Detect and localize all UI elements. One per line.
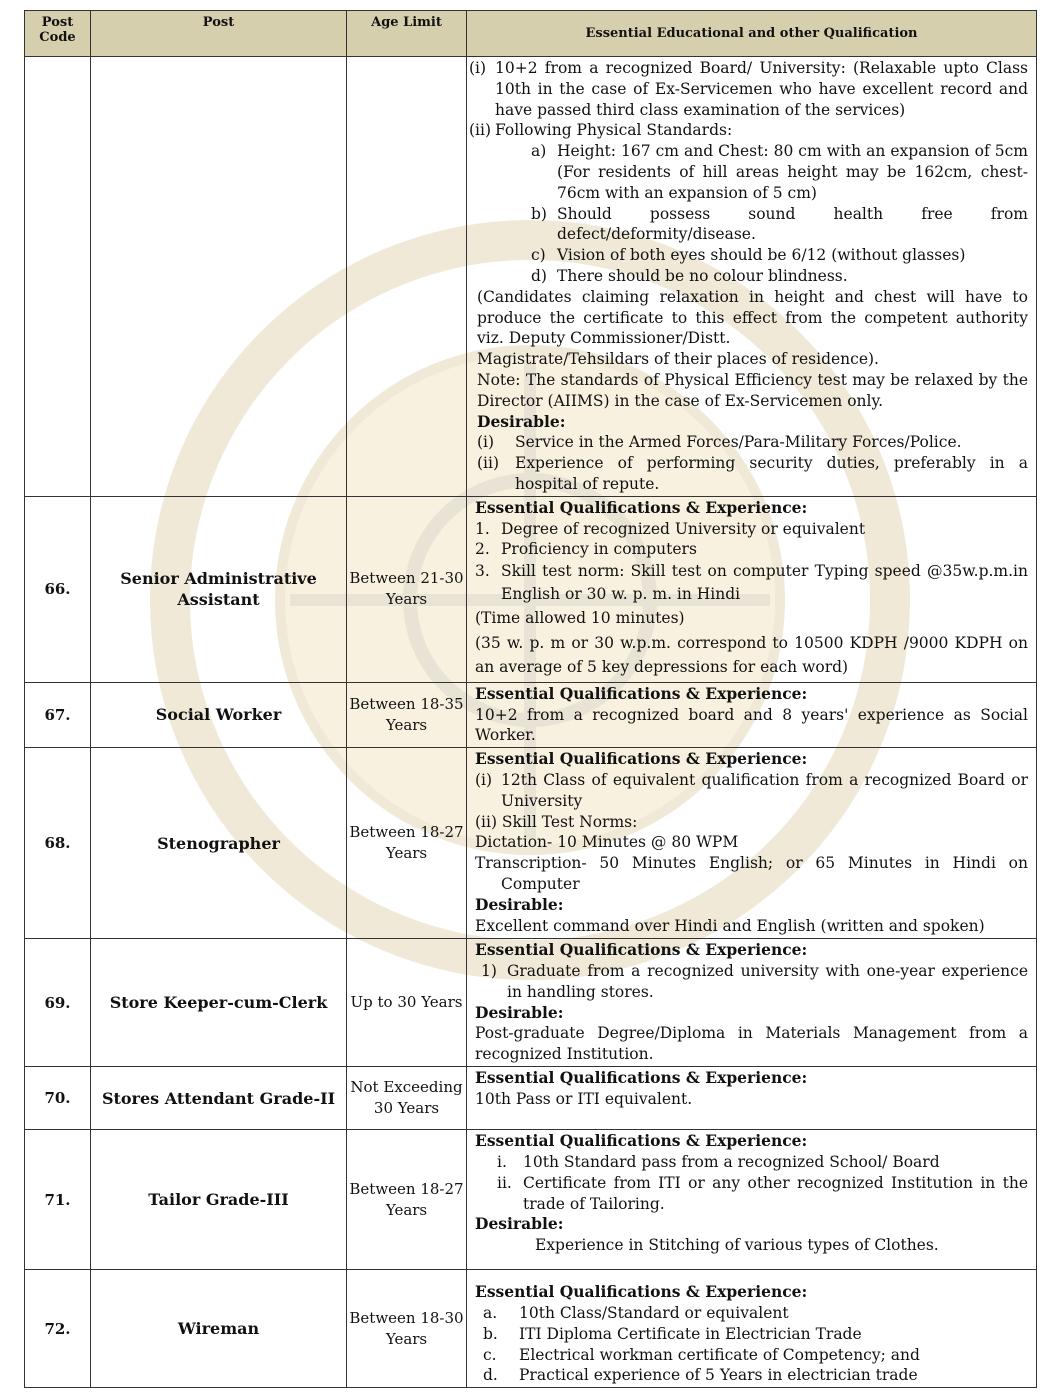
age-limit: Not Exceeding 30 Years (347, 1067, 467, 1130)
post-code: 68. (25, 748, 91, 939)
qual-text: Skill test norm: Skill test on computer Typing speed @35w.p.m.in English or 30 w. p. m. in Hindi (501, 562, 1028, 604)
desirable-label: Desirable: (475, 1214, 564, 1234)
table-row (25, 1067, 1037, 1130)
age-limit: Between 21-30 Years (347, 496, 467, 682)
qual-text: Height: 167 cm and Chest: 80 cm with an expansion of 5cm (For residents of hill areas height may be 162cm, chest-76cm with an expansion of 5 cm) (557, 142, 1028, 202)
age-limit: Between 18-27 Years (347, 1130, 467, 1270)
header-row (25, 11, 1037, 57)
qualification-cell: Essential Qualifications & Experience: 1. Degree of recognized University or equivalent 2. Proficiency in computers 3. Skill test norm: Skill test on computer Typing speed @35w.p.m.in English or 30 w. p. m. in Hindi (Time allowed 10 minutes) (35 w. p. m or 30 w.p.m. correspond to 10500 KDPH /9000 KDPH on an average of 5 key depressions for each word) (467, 496, 1037, 682)
desirable-label: Desirable: (475, 894, 564, 914)
qual-text: Experience of performing security duties, preferably in a hospital of repute. (515, 454, 1028, 493)
qualification-cell: Essential Qualifications & Experience: i. 10th Standard pass from a recognized School/ Board ii. Certificate from ITI or any other recognized Institution in the trade of Tailoring. Desirable: Experience in Stitching of various types of Clothes. (467, 1130, 1037, 1270)
post-name: Stores Attendant Grade-II (91, 1067, 347, 1130)
table-row (25, 57, 1037, 497)
qual-text: 12th Class of equivalent qualification from a recognized Board or University (501, 770, 1028, 810)
qual-text: 10th Class/Standard or equivalent (519, 1303, 789, 1322)
qual-text: (Time allowed 10 minutes) (475, 609, 685, 628)
post-code: 66. (25, 496, 91, 682)
qualification-cell (467, 682, 1037, 747)
qualification-table (24, 10, 1037, 1388)
qual-text: Dictation- 10 Minutes @ 80 WPM (475, 833, 739, 852)
desirable-label: Desirable: (475, 1002, 564, 1022)
qual-text: Transcription- 50 Minutes English; or 65 Minutes in Hindi on Computer (475, 854, 1028, 893)
post-code: 67. (25, 682, 91, 747)
qual-heading: Essential Qualifications & Experience: (475, 1131, 808, 1151)
qual-text: There should be no colour blindness. (557, 266, 848, 285)
qual-text: Service in the Armed Forces/Para-Military Forces/Police. (515, 433, 962, 452)
post-name: Wireman (91, 1270, 347, 1388)
qual-text: 10+2 from a recognized Board/ University: (Relaxable upto Class 10th in the case of Ex-Servicemen who have excellent record and have passed third class examination of the services) (495, 59, 1028, 119)
post-code: 71. (25, 1130, 91, 1270)
qual-text: Should possess sound health free from defect/deformity/disease. (557, 204, 1028, 244)
qual-text: 10th Standard pass from a recognized School/ Board (523, 1152, 940, 1171)
header-qualification: Essential Educational and other Qualification (467, 11, 1037, 57)
post-name: Stenographer (91, 748, 347, 939)
desirable-label: Desirable: (477, 411, 566, 431)
qual-text: 10th Pass or ITI equivalent. (475, 1089, 693, 1108)
table-row (25, 1270, 1037, 1388)
qual-heading: Essential Qualifications & Experience: (475, 683, 808, 703)
post-code: 70. (25, 1067, 91, 1130)
qual-text: Graduate from a recognized university with one-year experience in handling stores. (507, 961, 1028, 1001)
qual-heading: Essential Qualifications & Experience: (475, 749, 808, 769)
qualification-cell: (i) 10+2 from a recognized Board/ University: (Relaxable upto Class 10th in the case of Ex-Servicemen who have excellent record and have passed third class examination of the services) (ii) Following Physical Standards: a) Height: 167 cm and Chest: 80 cm with an expansion of 5cm (For residents of hill areas height may be 162cm, chest-76cm with an expansion of 5 cm) b) Should possess sound health free from defect/deformity/disease. c) Vision of both eyes should be 6/12 (without glasses) d) There should be no colour blindness. (Candidates claiming relaxation in height and chest will have to produce the certificate to this effect from the competent authority viz. Deputy Commissioner/Distt. Magistrate/Tehsildars of their places of residence). Note: The standards of Physical Efficiency test may be relaxed by the Director (AIIMS) in the case of Ex-Servicemen only. Desirable: (i) Service in the Armed Forces/Para-Military Forces/Police. (ii) Experience of performing security duties, preferably in a hospital of repute. (467, 57, 1037, 497)
header-post-code: Post Code (25, 11, 91, 57)
table-row (25, 748, 1037, 939)
qualification-cell: Essential Qualifications & Experience: (i) 12th Class of equivalent qualification from a recognized Board or University (ii) Skill Test Norms: Dictation- 10 Minutes @ 80 WPM Transcription- 50 Minutes English; or 65 Minutes in Hindi on Computer Desirable: Excellent command over Hindi and English (written and spoken) (467, 748, 1037, 939)
qual-text: (ii) Skill Test Norms: (475, 812, 638, 831)
qual-text: Post-graduate Degree/Diploma in Materials Management from a recognized Institution. (475, 1024, 1028, 1064)
table-row (25, 496, 1037, 682)
qual-text: (35 w. p. m or 30 w.p.m. correspond to 10500 KDPH /9000 KDPH on an average of 5 key depressions for each word) (475, 634, 1028, 677)
qual-text: Degree of recognized University or equivalent (501, 519, 866, 538)
post-name: Tailor Grade-III (91, 1130, 347, 1270)
post-code: 69. (25, 939, 91, 1067)
header-post: Post (91, 11, 347, 57)
qual-text: (Candidates claiming relaxation in height and chest will have to produce the certificate to this effect from the competent authority viz. Deputy Commissioner/Distt. (477, 287, 1028, 348)
qual-text: Practical experience of 5 Years in electrician trade (519, 1366, 918, 1385)
qual-heading: Essential Qualifications & Experience: (475, 497, 808, 517)
qual-text: Note: The standards of Physical Efficiency test may be relaxed by the Director (AIIMS) in the case of Ex-Servicemen only. (477, 370, 1028, 410)
table-row (25, 1130, 1037, 1270)
qual-heading: Essential Qualifications & Experience: (475, 1068, 808, 1088)
qual-text: Electrical workman certificate of Competency; and (519, 1345, 920, 1364)
qual-text: Excellent command over Hindi and English (written and spoken) (475, 916, 985, 935)
qual-text: Proficiency in computers (501, 540, 697, 559)
table-row (25, 939, 1037, 1067)
age-limit: Between 18-30 Years (347, 1270, 467, 1388)
header-age-limit: Age Limit (347, 11, 467, 57)
post-name: Store Keeper-cum-Clerk (91, 939, 347, 1067)
age-limit: Up to 30 Years (347, 939, 467, 1067)
qual-text: ITI Diploma Certificate in Electrician Trade (519, 1324, 862, 1343)
qual-text: Vision of both eyes should be 6/12 (without glasses) (557, 246, 966, 265)
age-limit: Between 18-35 Years (347, 682, 467, 747)
post-name: Senior Administrative Assistant (91, 496, 347, 682)
qualification-cell (467, 1067, 1037, 1130)
qual-text: 10+2 from a recognized board and 8 years' experience as Social Worker. (475, 705, 1028, 745)
qual-text: Magistrate/Tehsildars of their places of residence). (477, 350, 879, 369)
table-row (25, 682, 1037, 747)
qualification-cell: Essential Qualifications & Experience: a. 10th Class/Standard or equivalent b. ITI Diploma Certificate in Electrician Trade c. Electrical workman certificate of Competency; and d. Practical experience of 5 Years in electrician trade (467, 1270, 1037, 1388)
age-limit: Between 18-27 Years (347, 748, 467, 939)
qual-text: Following Physical Standards: (495, 121, 733, 140)
qual-heading: Essential Qualifications & Experience: (475, 940, 808, 960)
post-code: 72. (25, 1270, 91, 1388)
post-name: Social Worker (91, 682, 347, 747)
qual-heading: Essential Qualifications & Experience: (475, 1282, 808, 1302)
qual-text: Certificate from ITI or any other recognized Institution in the trade of Tailoring. (523, 1173, 1028, 1213)
qualification-cell: Essential Qualifications & Experience: 1) Graduate from a recognized university with one-year experience in handling stores. Desirable: Post-graduate Degree/Diploma in Materials Management from a recognized Institution. (467, 939, 1037, 1067)
qual-text: Experience in Stitching of various types of Clothes. (535, 1236, 939, 1255)
